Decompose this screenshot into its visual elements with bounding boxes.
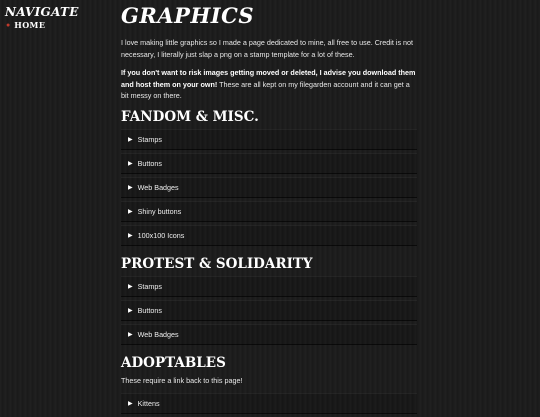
disclosure-label: Buttons <box>137 305 162 315</box>
triangle-right-icon: ▶ <box>128 401 133 407</box>
disclosure-fandom-stamps[interactable] <box>121 129 417 150</box>
disclosure-label: Kittens <box>137 399 160 408</box>
page-title: GRAPHICS <box>121 3 255 28</box>
disclosure-protest-buttons[interactable] <box>121 300 417 321</box>
triangle-right-icon: ▶ <box>128 331 133 338</box>
nav-title: NAVIGATE <box>5 5 79 19</box>
disclosure-label: Web Badges <box>137 329 179 339</box>
disclosure-label: Stamps <box>137 134 162 144</box>
triangle-right-icon: ▶ <box>128 160 133 167</box>
warning-rest: These are all kept on my filegarden account and it can get a bit messy on there. <box>121 79 410 100</box>
disclosure-protest-web-badges[interactable] <box>121 324 417 345</box>
section-title-fandom: FANDOM & MISC. <box>121 108 259 125</box>
disclosure-label: Stamps <box>137 281 162 291</box>
disclosure-fandom-shiny-buttons[interactable] <box>121 201 417 222</box>
triangle-right-icon: ▶ <box>128 307 133 314</box>
section-title-protest: PROTEST & SOLIDARITY <box>121 255 313 272</box>
navigation <box>5 5 105 30</box>
triangle-right-icon: ▶ <box>128 136 133 143</box>
disclosure-label: Buttons <box>137 158 162 168</box>
warning-text <box>121 67 417 102</box>
nav-link-home[interactable] <box>5 20 105 30</box>
triangle-right-icon: ▶ <box>128 184 133 191</box>
nav-link-home-label: HOME <box>14 20 46 30</box>
intro-text: I love making little graphics so I made a page dedicated to mine, all free to use. Credit is not necessary, I literally just slap a png on a stamp template for a lot of these. <box>121 38 414 59</box>
disclosure-label: Shiny buttons <box>137 206 182 216</box>
adoptables-note: These require a link back to this page! <box>121 375 243 385</box>
warning-bold: If you don't want to risk images getting moved or deleted, I advise you download them and host them on your own! <box>121 68 416 89</box>
bullet-icon: ● <box>6 21 11 29</box>
disclosure-adoptables-kittens[interactable] <box>121 393 417 414</box>
disclosure-label: Web Badges <box>137 182 179 192</box>
disclosure-fandom-icons[interactable] <box>121 225 417 246</box>
triangle-right-icon: ▶ <box>128 283 133 290</box>
disclosure-fandom-buttons[interactable] <box>121 153 417 174</box>
disclosure-label: 100x100 Icons <box>137 230 185 240</box>
triangle-right-icon: ▶ <box>128 208 133 215</box>
disclosure-protest-stamps[interactable] <box>121 276 417 297</box>
main-content <box>121 0 417 417</box>
disclosure-fandom-web-badges[interactable] <box>121 177 417 198</box>
section-title-adoptables: ADOPTABLES <box>121 354 226 371</box>
triangle-right-icon: ▶ <box>128 232 133 239</box>
